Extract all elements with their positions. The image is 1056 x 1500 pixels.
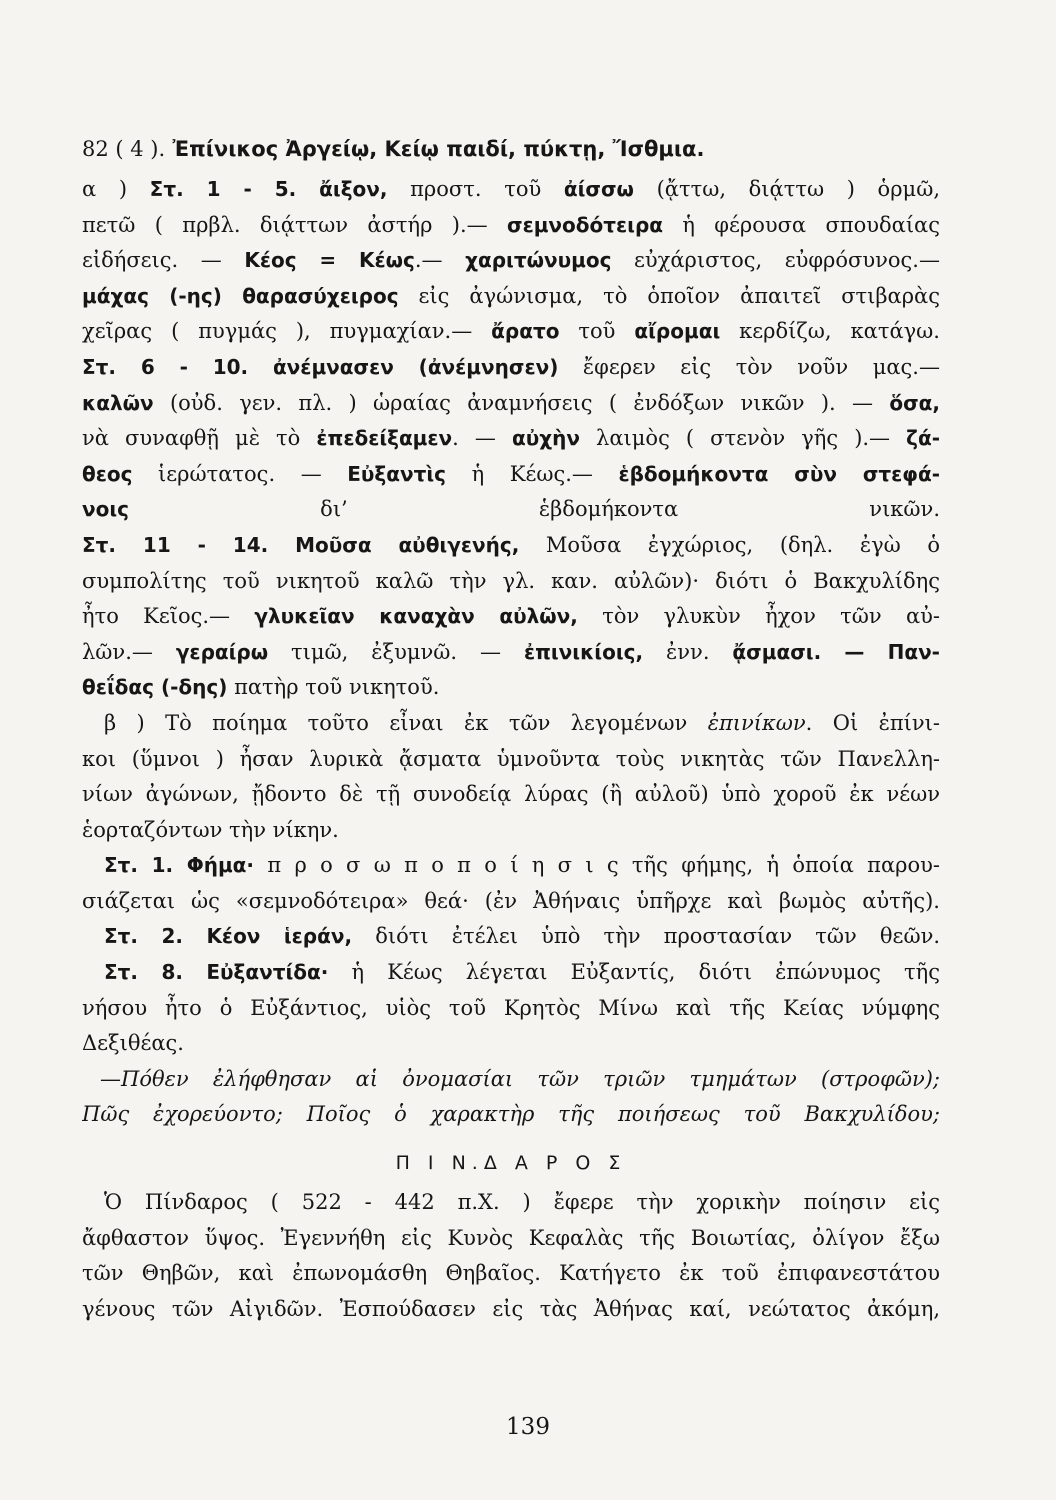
- text-run: λῶν.—: [82, 639, 176, 664]
- bold-term: Κέος = Κέως: [244, 248, 415, 273]
- section-title: Π Ι Ν.Δ Α Ρ Ο Σ: [395, 1152, 627, 1175]
- bold-term: ἐπεδείξαμεν: [316, 426, 453, 451]
- bold-term: γεραίρω: [175, 639, 269, 664]
- text-line: [82, 279, 940, 315]
- text-run: νὰ συναφθῇ μὲ τὸ: [82, 426, 317, 451]
- text-run: . —: [452, 426, 512, 451]
- page-number: 139: [506, 1414, 550, 1440]
- bold-term: ἑβδομήκοντα σὺν στεφά-: [618, 461, 940, 486]
- text-line: [82, 457, 940, 493]
- text-run: λαιμὸς ( στενὸν γῆς ).—: [579, 426, 907, 451]
- text-run: ἱερώτατος. —: [132, 461, 348, 486]
- text-run: τοῦ: [559, 319, 635, 344]
- text-run: ἡ Κέως.—: [446, 461, 619, 486]
- bold-term: θεος: [82, 461, 133, 486]
- text-run: εἰς ἀγώνισμα, τὸ ὁποῖον ἀπαιτεῖ στιβαρὰς: [398, 283, 940, 308]
- text-run: .—: [414, 248, 466, 273]
- bold-term: Στ. 8. Εὐξαντίδα·: [104, 960, 329, 985]
- heading-number: 82 ( 4 ).: [82, 137, 166, 161]
- closing-line: Ὁ Πίνδαρος ( 522 - 442 π.Χ. ) ἔφερε τὴν χορικὴν ποίησιν εἰς: [104, 1190, 940, 1215]
- text-line: [82, 706, 940, 742]
- bold-term: ἀίσσω: [563, 177, 634, 201]
- text-run: Μοῦσα ἐγχώριος, (δηλ. ἐγὼ ὁ: [519, 532, 940, 557]
- text-line: [82, 208, 940, 244]
- text-run: ἔφερεν εἰς τὸν νοῦν μας.—: [558, 354, 940, 379]
- text-line: [82, 1026, 940, 1062]
- study-question-1: —Πόθεν ἐλήφθησαν αἱ ὀνομασίαι τῶν τριῶν τμημάτων (στροφῶν);: [100, 1066, 940, 1091]
- text-run: χεῖρας ( πυγμάς ), πυγμαχίαν.—: [82, 319, 492, 344]
- text-line: [82, 386, 940, 422]
- text-run: ἦτο Κεῖος.—: [82, 604, 255, 629]
- text-line: [82, 742, 940, 778]
- text-run: ἑορταζόντων τὴν νίκην.: [82, 817, 339, 842]
- text-run: κοι (ὕμνοι ) ἦσαν λυρικὰ ᾄσματα ὑμνοῦντα τοὺς νικητὰς τῶν Πανελλη-: [82, 746, 940, 771]
- text-line: [82, 955, 940, 991]
- text-run: εὐχάριστος, εὐφρόσυνος.—: [611, 248, 940, 273]
- bold-term: Στ. 6 - 10. ἀνέμνασεν (ἀνέμνησεν): [82, 354, 559, 379]
- text-run: (οὐδ. γεν. πλ. ) ὡραίας ἀναμνήσεις ( ἐνδόξων νικῶν ). —: [153, 390, 890, 415]
- bold-term: σεμνοδότειρα: [507, 212, 664, 237]
- text-run: τιμῶ, ἐξυμνῶ. —: [268, 639, 524, 664]
- page-text: [82, 126, 940, 1327]
- text-line: [82, 564, 940, 600]
- text-line: [82, 813, 940, 849]
- bold-term: γλυκεῖαν καναχὰν αὐλῶν,: [254, 604, 578, 629]
- bold-term: Εὐξαντὶς: [347, 461, 447, 486]
- text-line: [82, 421, 940, 457]
- text-run: πετῶ ( πρβλ. διᾴττων ἀστήρ ).—: [82, 212, 507, 237]
- text-run: τὸν γλυκὺν ἦχον τῶν αὐ-: [577, 604, 940, 629]
- bold-term: Στ. 1 - 5. ἄιξον,: [149, 177, 388, 201]
- text-line: [82, 314, 940, 350]
- text-run: κερδίζω, κατάγω.: [720, 319, 940, 344]
- text-run: σιάζεται ὡς «σεμνοδότειρα» θεά· (ἐν Ἀθήναις ὑπῆρχε καὶ βωμὸς αὐτῆς).: [82, 888, 940, 913]
- text-line: [82, 492, 940, 528]
- text-run: β ) Τὸ ποίημα τοῦτο εἶναι ἐκ τῶν λεγομένων: [104, 710, 708, 735]
- bold-term: ὅσα,: [889, 390, 940, 415]
- text-run: (ᾄττω, διᾴττω ) ὁρμῶ,: [633, 177, 940, 201]
- bold-term: Στ. 11 - 14. Μοῦσα αὐθιγενής,: [82, 532, 520, 557]
- text-line: [82, 243, 940, 279]
- text-run: ἡ φέρουσα σπουδαίας: [663, 212, 940, 237]
- text-line: [82, 528, 940, 564]
- text-line: [82, 635, 940, 671]
- closing-line: γένους τῶν Αἰγιδῶν. Ἐσπούδασεν εἰς τὰς Ἀθήνας καί, νεώτατος ἀκόμη,: [82, 1296, 940, 1321]
- bold-term: μάχας (-ης) θαρασύχειρος: [82, 283, 399, 308]
- text-run: Δεξιθέας.: [82, 1031, 184, 1056]
- text-run: συμπολίτης τοῦ νικητοῦ καλῶ τὴν γλ. καν. αὐλῶν)· διότι ὁ Βακχυλίδης: [82, 568, 940, 593]
- text-line: [82, 777, 940, 813]
- text-line: [82, 848, 940, 884]
- text-line: [82, 172, 940, 208]
- bold-term: θεΐδας (-δης): [82, 675, 228, 700]
- heading-title: Ἐπίνικος Ἀργείῳ, Κείῳ παιδί, πύκτῃ, Ἴσθμια.: [172, 137, 705, 161]
- text-run: νήσου ἦτο ὁ Εὐξάντιος, υἱὸς τοῦ Κρητὸς Μίνω καὶ τῆς Κείας νύμφης: [82, 995, 940, 1020]
- bold-term: ἄρατο: [491, 319, 560, 344]
- text-line: [82, 884, 940, 920]
- text-run: ἐνν.: [643, 639, 733, 664]
- bold-term: καλῶν: [82, 390, 154, 415]
- text-run: π ρ ο σ ω π ο π ο ί η σ ι ς τῆς φήμης, ἡ ὁποία παρου-: [254, 853, 940, 878]
- closing-line: τῶν Θηβῶν, καὶ ἐπωνομάσθη Θηβαῖος. Κατήγετο ἐκ τοῦ ἐπιφανεστάτου: [82, 1261, 940, 1286]
- closing-line: ἄφθαστον ὕψος. Ἐγεννήθη εἰς Κυνὸς Κεφαλὰς τῆς Βοιωτίας, ὀλίγον ἔξω: [82, 1225, 940, 1250]
- text-run: α ): [82, 177, 150, 201]
- bold-term: Στ. 2. Κέον ἱεράν,: [104, 924, 353, 949]
- study-question-2: Πῶς ἐχορεύοντο; Ποῖος ὁ χαρακτὴρ τῆς ποιήσεως τοῦ Βακχυλίδου;: [82, 1102, 940, 1127]
- text-line: [82, 350, 940, 386]
- text-run: προστ. τοῦ: [387, 177, 564, 201]
- text-run: δι’ ἑβδομήκοντα νικῶν.: [129, 497, 940, 522]
- text-line: [82, 670, 940, 706]
- bold-term: ζά-: [906, 426, 940, 451]
- bold-term: χαριτώνυμος: [465, 248, 612, 273]
- text-run: πατὴρ τοῦ νικητοῦ.: [227, 675, 440, 700]
- poem-heading: [82, 126, 940, 172]
- text-run: εἰδήσεις. —: [82, 248, 245, 273]
- bold-term: αὐχὴν: [511, 426, 580, 451]
- italic-term: ἐπινίκων: [707, 710, 806, 735]
- bold-term: ᾄσμασι. — Παν-: [732, 639, 940, 664]
- bold-term: αἴρομαι: [634, 319, 721, 344]
- text-run: νίων ἀγώνων, ᾔδοντο δὲ τῇ συνοδείᾳ λύρας (ἢ αὐλοῦ) ὑπὸ χοροῦ ἐκ νέων: [82, 782, 940, 807]
- text-line: [82, 991, 940, 1027]
- text-run: ἡ Κέως λέγεται Εὐξαντίς, διότι ἐπώνυμος τῆς: [328, 960, 940, 985]
- bold-term: νοις: [82, 497, 130, 522]
- text-run: . Οἱ ἐπίνι-: [805, 710, 940, 735]
- commentary-lines: [82, 172, 940, 1062]
- text-line: [82, 919, 940, 955]
- text-run: διότι ἐτέλει ὑπὸ τὴν προστασίαν τῶν θεῶν.: [352, 924, 940, 949]
- text-line: [82, 599, 940, 635]
- bold-term: Στ. 1. Φήμα·: [104, 853, 255, 878]
- bold-term: ἐπινικίοις,: [523, 639, 644, 664]
